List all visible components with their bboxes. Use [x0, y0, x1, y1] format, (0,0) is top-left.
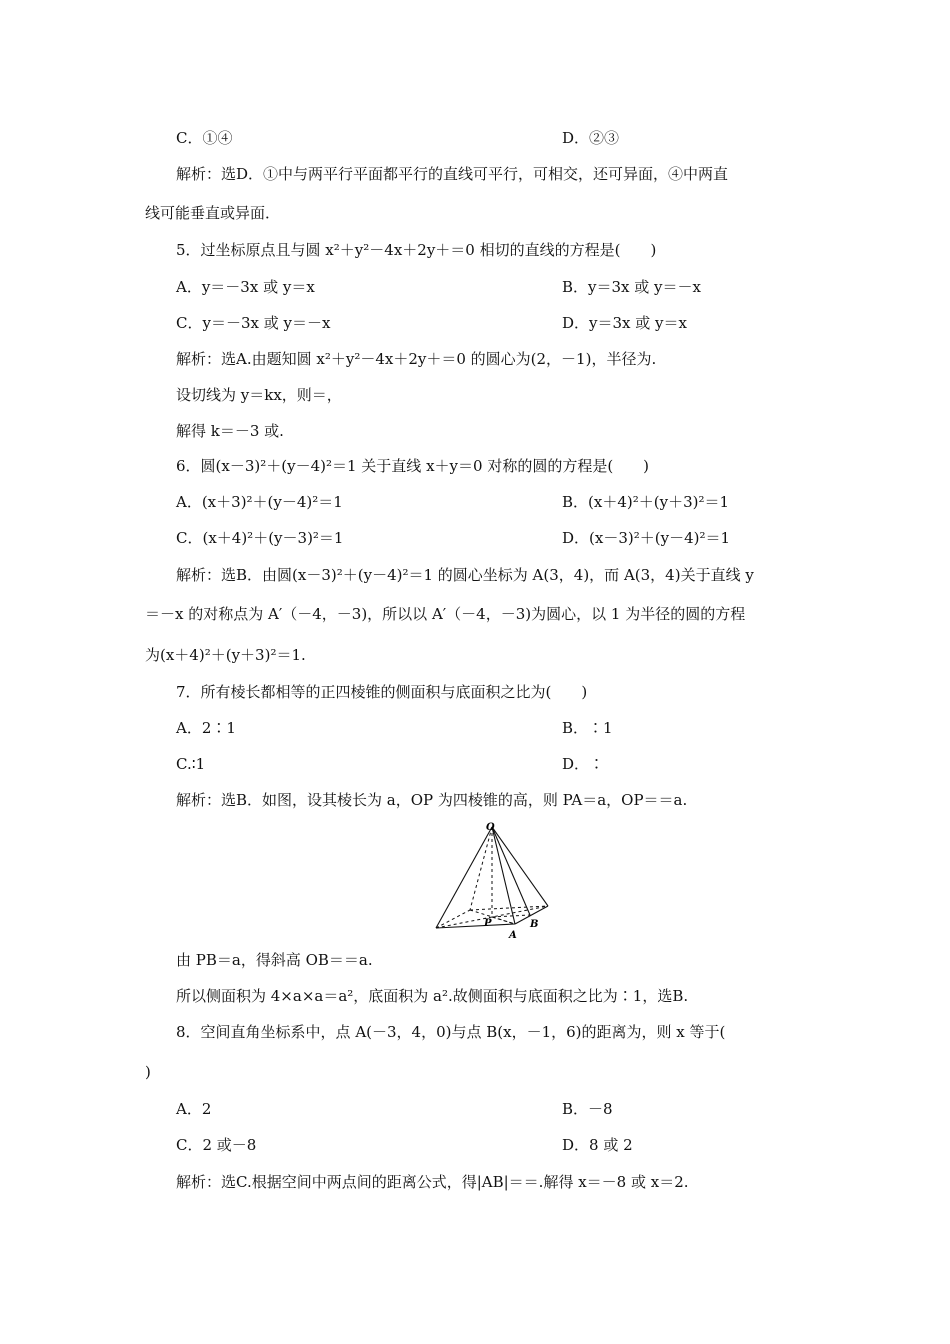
solution-q7-line3: 所以侧面积为 4×a×a＝a²，底面积为 a².故侧面积与底面积之比为∶1，选B. — [176, 987, 689, 1005]
option-b-q6: B．(x＋4)²＋(y＋3)²＝1 — [562, 493, 730, 511]
question-7: 7．所有棱长都相等的正四棱锥的侧面积与底面积之比为( ) — [176, 683, 588, 701]
solution-q4-line2: 线可能垂直或异面． — [145, 204, 281, 222]
option-c-q6: C．(x＋4)²＋(y－3)²＝1 — [176, 529, 344, 547]
option-c-q7: C.∶1 — [176, 755, 206, 773]
label-p: P — [484, 918, 492, 929]
solution-q5-line1: 解析：选A.由题知圆 x²＋y²－4x＋2y＋＝0 的圆心为(2，－1)，半径为. — [176, 350, 657, 368]
option-b-q5: B．y＝3x 或 y＝－x — [562, 278, 701, 296]
option-d-q6: D．(x－3)²＋(y－4)²＝1 — [562, 529, 731, 547]
slant-height-ob — [492, 827, 530, 915]
option-d-q5: D．y＝3x 或 y＝x — [562, 314, 687, 332]
question-6: 6．圆(x－3)²＋(y－4)²＝1 关于直线 x＋y＝0 对称的圆的方程是( ) — [176, 457, 650, 475]
option-d-q8: D．8 或 2 — [562, 1136, 633, 1154]
solution-q4-line1: 解析：选D．①中与两平行平面都平行的直线可平行，可相交，还可异面，④中两直 — [176, 165, 729, 183]
solution-q6-line2: ＝－x 的对称点为 A′（－4，－3)，所以以 A′（－4，－3)为圆心，以 1 为半径的圆的方程 — [145, 605, 746, 623]
option-b-q8: B．－8 — [562, 1100, 613, 1118]
solution-q5-line3: 解得 k＝－3 或. — [176, 422, 284, 440]
option-d-q7: D．∶ — [562, 755, 605, 773]
lateral-edge-front — [492, 827, 515, 924]
solution-q6-line3: 为(x＋4)²＋(y＋3)²＝1. — [145, 646, 306, 664]
lateral-edge-right — [492, 827, 548, 906]
option-c-q8: C．2 或－8 — [176, 1136, 257, 1154]
option-a-q8: A．2 — [176, 1100, 212, 1118]
solution-q8: 解析：选C.根据空间中两点间的距离公式，得|AB|＝＝.解得 x＝－8 或 x＝2. — [176, 1173, 689, 1191]
option-a-q5: A．y＝－3x 或 y＝x — [176, 278, 315, 296]
solution-q5-line2: 设切线为 y＝kx，则＝， — [176, 386, 342, 404]
lateral-edge-back-hidden — [470, 827, 492, 910]
solution-q7-line1: 解析：选B．如图，设其棱长为 a，OP 为四棱锥的高，则 PA＝a，OP＝＝a. — [176, 791, 688, 809]
question-8-line2: ) — [145, 1063, 151, 1081]
label-o: O — [486, 822, 495, 833]
option-c-q4: C．①④ — [176, 129, 233, 147]
option-c-q5: C．y＝－3x 或 y＝－x — [176, 314, 331, 332]
option-d-q4: D．②③ — [562, 129, 620, 147]
question-5: 5．过坐标原点且与圆 x²＋y²－4x＋2y＋＝0 相切的直线的方程是( ) — [176, 241, 657, 259]
question-8-line1: 8．空间直角坐标系中，点 A(－3，4，0)与点 B(x，－1，6)的距离为，则 x 等于( — [176, 1023, 726, 1041]
label-b: B — [530, 919, 539, 930]
label-a: A — [509, 930, 517, 941]
pyramid-figure — [430, 818, 560, 943]
option-a-q7: A．2∶1 — [176, 719, 236, 737]
option-b-q7: B．∶1 — [562, 719, 613, 737]
solution-q6-line1: 解析：选B．由圆(x－3)²＋(y－4)²＝1 的圆心坐标为 A(3，4)，而 A(3，4)关于直线 y — [176, 566, 754, 584]
solution-q7-line2: 由 PB＝a，得斜高 OB＝＝a. — [176, 951, 373, 969]
option-a-q6: A．(x＋3)²＋(y－4)²＝1 — [176, 493, 343, 511]
